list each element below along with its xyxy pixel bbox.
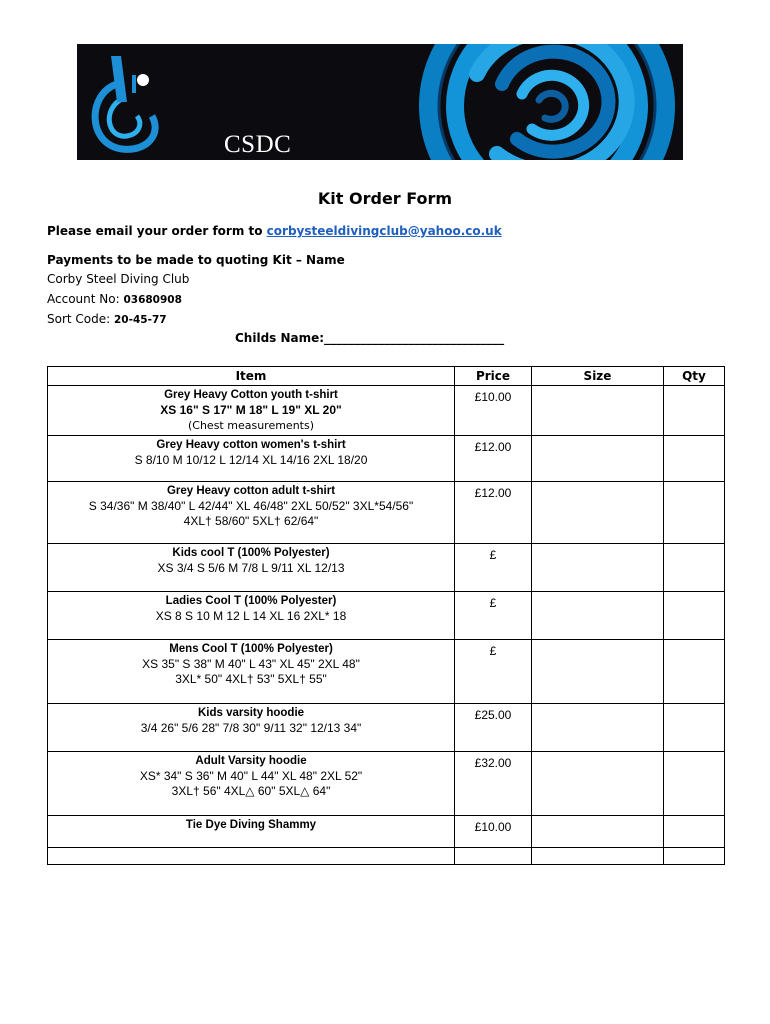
item-price: £	[455, 592, 532, 640]
email-link[interactable]: corbysteeldivingclub@yahoo.co.uk	[266, 224, 502, 238]
swirl-graphic	[429, 44, 665, 160]
page-title: Kit Order Form	[317, 189, 453, 208]
table-row	[48, 544, 725, 592]
table-row	[48, 436, 725, 482]
item-price: £	[455, 544, 532, 592]
item-sizes-extra: 3XL† 56" 4XL△ 60" 5XL△ 64"	[171, 784, 331, 798]
item-sizes: S 34/36" M 38/40" L 42/44" XL 46/48" 2XL 50/52" 3XL*54/56"	[88, 499, 414, 513]
childs-name-field[interactable]: Childs Name:______________________________	[235, 331, 505, 345]
item-sizes-extra: 4XL† 58/60" 5XL† 62/64"	[183, 514, 319, 528]
table-row	[48, 640, 725, 704]
table-row	[48, 592, 725, 640]
sort-code-label: Sort Code:	[47, 312, 114, 326]
email-prefix: Please email your order form to	[47, 224, 267, 238]
table-row	[48, 482, 725, 544]
item-price: £10.00	[455, 816, 532, 848]
qty-cell[interactable]	[664, 544, 725, 592]
email-instruction	[47, 224, 502, 238]
item-name: Adult Varsity hoodie	[195, 755, 307, 767]
size-cell[interactable]	[532, 816, 664, 848]
empty-cell[interactable]	[664, 848, 725, 865]
payment-line: Payments to be made to quoting Kit – Name	[47, 253, 345, 267]
qty-cell[interactable]	[664, 816, 725, 848]
club-logo	[77, 44, 683, 160]
size-cell[interactable]	[532, 544, 664, 592]
item-sizes: XS 3/4 S 5/6 M 7/8 L 9/11 XL 12/13	[157, 561, 345, 575]
item-name: Mens Cool T (100% Polyester)	[169, 643, 333, 655]
item-price: £12.00	[455, 482, 532, 544]
empty-cell[interactable]	[532, 848, 664, 865]
size-cell[interactable]	[532, 482, 664, 544]
item-price: £10.00	[455, 386, 532, 436]
item-sizes: XS 35" S 38" M 40" L 43" XL 45" 2XL 48"	[142, 657, 360, 671]
item-price: £32.00	[455, 752, 532, 816]
qty-cell[interactable]	[664, 386, 725, 436]
size-cell[interactable]	[532, 386, 664, 436]
qty-cell[interactable]	[664, 752, 725, 816]
item-name: Ladies Cool T (100% Polyester)	[165, 595, 337, 607]
item-sizes: 3/4 26" 5/6 28" 7/8 30" 9/11 32" 12/13 34"	[140, 721, 362, 735]
size-cell[interactable]	[532, 592, 664, 640]
account-label: Account No:	[47, 292, 124, 306]
qty-cell[interactable]	[664, 640, 725, 704]
qty-cell[interactable]	[664, 592, 725, 640]
size-cell[interactable]	[532, 640, 664, 704]
header-size: Size	[532, 367, 664, 386]
size-cell[interactable]	[532, 704, 664, 752]
item-sizes: XS 8 S 10 M 12 L 14 XL 16 2XL* 18	[155, 609, 347, 623]
table-row-empty	[48, 848, 725, 865]
item-price: £	[455, 640, 532, 704]
item-sizes-extra: 3XL* 50" 4XL† 53" 5XL† 55"	[175, 672, 327, 686]
table-row	[48, 704, 725, 752]
item-sizes: XS* 34" S 36" M 40" L 44" XL 48" 2XL 52"	[139, 769, 363, 783]
empty-cell[interactable]	[455, 848, 532, 865]
item-name: Grey Heavy Cotton youth t-shirt	[164, 389, 338, 401]
size-cell[interactable]	[532, 752, 664, 816]
table-row	[48, 752, 725, 816]
header-price: Price	[455, 367, 532, 386]
club-name: Corby Steel Diving Club	[47, 272, 190, 286]
item-name: Tie Dye Diving Shammy	[185, 819, 317, 831]
account-number: 03680908	[123, 294, 182, 306]
sort-code-line	[47, 312, 167, 326]
header-qty: Qty	[664, 367, 725, 386]
item-name: Kids varsity hoodie	[197, 707, 305, 719]
table-row	[48, 816, 725, 848]
item-name: Grey Heavy cotton women's t-shirt	[156, 439, 346, 451]
item-sizes: S 8/10 M 10/12 L 12/14 XL 14/16 2XL 18/20	[134, 453, 368, 467]
header-item: Item	[48, 367, 455, 386]
qty-cell[interactable]	[664, 436, 725, 482]
empty-cell[interactable]	[48, 848, 455, 865]
item-name: Grey Heavy cotton adult t-shirt	[166, 485, 336, 497]
table-row	[48, 386, 725, 436]
sort-code-value: 20-45-77	[114, 314, 167, 326]
diver-swirl-icon	[95, 56, 155, 149]
size-cell[interactable]	[532, 436, 664, 482]
item-name: Kids cool T (100% Polyester)	[172, 547, 330, 559]
order-table	[47, 366, 725, 865]
brand-name: CSDC	[224, 131, 292, 158]
table-header-row	[48, 367, 725, 386]
item-price: £25.00	[455, 704, 532, 752]
account-line	[47, 292, 182, 306]
item-sizes: XS 16" S 17" M 18" L 19" XL 20"	[160, 403, 342, 417]
header-banner	[77, 44, 683, 160]
item-price: £12.00	[455, 436, 532, 482]
qty-cell[interactable]	[664, 482, 725, 544]
qty-cell[interactable]	[664, 704, 725, 752]
item-note: (Chest measurements)	[187, 419, 315, 432]
